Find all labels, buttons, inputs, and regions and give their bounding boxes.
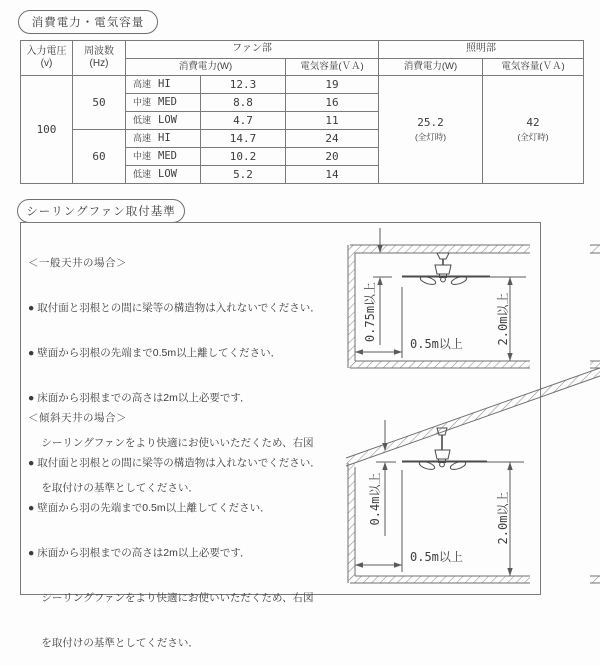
power-spec-table [20,40,584,184]
instruction-line: ● 壁面から羽の先端まで0.5m以上離してください． [28,502,271,514]
cell-watt: 5.2 [201,166,286,184]
cell-va: 11 [286,112,379,130]
cell-frequency-60: 60 [73,130,126,184]
room-structure [346,368,600,583]
ceiling-fan-icon [402,253,490,286]
instruction-line: ● 取付面と羽根との間に梁等の構造物は入れないでください． [28,457,321,469]
cell-watt: 4.7 [201,112,286,130]
col-header-light-power: 消費電力(W) [379,59,483,76]
instruction-line: ● 床面から羽根までの高さは2m以上必要です． [28,547,251,559]
instruction-line: シーリングファンをより快適にお使いいただくため、右図 [28,437,314,449]
general-ceiling-heading: ＜一般天井の場合＞ [28,257,127,269]
cell-va: 24 [286,130,379,148]
instruction-line: ● 取付面と羽根との間に梁等の構造物は入れないでください． [28,302,321,314]
section-title-power-label: 消費電力・電気容量 [31,17,145,29]
dim-label-floor-clearance: 2.0m以上 [496,491,510,545]
col-header-frequency: 周波数 (Hz) [73,41,126,76]
cell-speed: 中速 MED [126,148,201,166]
instruction-line: ● 壁面から羽根の先端まで0.5m以上離してください． [28,347,282,359]
instruction-line: を取付けの基準としてください． [28,637,199,649]
dim-label-wall-clearance: 0.5m以上 [410,550,463,564]
cell-speed: 低速 LOW [126,112,201,130]
cell-speed: 高速 HI [126,76,201,94]
cell-va: 19 [286,76,379,94]
dim-label-wall-clearance: 0.5m以上 [410,337,463,351]
col-header-light-capacity: 電気容量(ＶＡ) [483,59,584,76]
col-header-lighting-section: 照明部 [379,41,584,59]
sloped-ceiling-diagram [340,368,600,594]
col-header-fan-power: 消費電力(W) [126,59,286,76]
dim-label-ceiling-clearance: 0.75m以上 [363,281,377,343]
dim-label-ceiling-clearance: 0.4m以上 [368,472,382,526]
col-header-fan-capacity: 電気容量(ＶＡ) [286,59,379,76]
cell-watt: 8.8 [201,94,286,112]
section-title-installation-label: シーリングファン取付基準 [26,206,176,218]
cell-va: 16 [286,94,379,112]
cell-lighting-power: 25.2 (全灯時) [379,76,483,184]
instruction-line: シーリングファンをより快適にお使いいただくため、右図 [28,592,314,604]
cell-va: 20 [286,148,379,166]
cell-lighting-capacity: 42 (全灯時) [483,76,584,184]
sloped-ceiling-text [28,381,343,666]
cell-watt: 14.7 [201,130,286,148]
cell-frequency-50: 50 [73,76,126,130]
cell-va: 14 [286,166,379,184]
instruction-line: ● 床面から羽根までの高さは2m以上必要です． [28,392,251,404]
general-ceiling-diagram [340,224,600,376]
section-title-power [18,10,158,34]
cell-watt: 10.2 [201,148,286,166]
cell-watt: 12.3 [201,76,286,94]
room-structure [348,245,600,368]
cell-speed: 高速 HI [126,130,201,148]
cell-input-voltage: 100 [21,76,73,184]
instruction-line: を取付けの基準としてください． [28,482,199,494]
col-header-fan-section: ファン部 [126,41,379,59]
cell-speed: 中速 MED [126,94,201,112]
sloped-ceiling-heading: ＜傾斜天井の場合＞ [28,412,127,424]
col-header-input-voltage: 入力電圧 (v) [21,41,73,76]
section-title-installation [17,199,185,223]
table-row [21,76,584,94]
cell-speed: 低速 LOW [126,166,201,184]
dim-label-floor-clearance: 2.0m以上 [496,292,510,346]
